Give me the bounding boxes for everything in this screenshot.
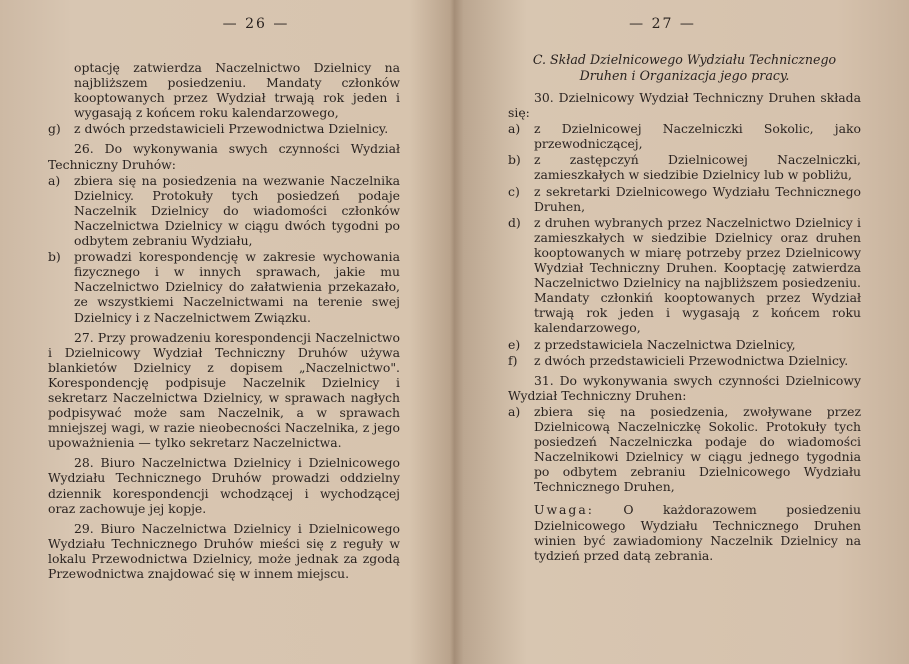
intro-text: optację zatwierdza Naczelnictwo Dzielnicy na najbliższem posiedzeniu. Mandaty członków kooptowanych przez Wydział trwają rok jeden i wygasają z końcem roku kalendarzowego, bbox=[74, 60, 400, 121]
paragraph-26: 26. Do wykonywania swych czynności Wydział Techniczny Druhów: bbox=[48, 141, 400, 172]
item-text: z przedstawiciela Naczelnictwa Dzielnicy, bbox=[534, 336, 796, 352]
paragraph-29: 29. Biuro Naczelnictwa Dzielnicy i Dzielnicowego Wydziału Technicznego Druhów mieści się z reguły w lokalu Przewodnictwa Dzielnicy, może jednak za zgodą Przewodnictwa znajdować się w innem miejscu. bbox=[48, 520, 400, 581]
item-marker: e) bbox=[508, 336, 521, 352]
page-number-right: — 27 — bbox=[629, 16, 696, 32]
item-text: z dwóch przedstawicieli Przewodnictwa Dzielnicy. bbox=[534, 352, 849, 368]
item-text: zbiera się na posiedzenia, zwoływane przez Dzielnicową Naczelniczkę Sokolic. Protokuły tych posiedzeń Naczelniczka podaje do wiadomości Naczelnikowi Dzielnicy w ciągu jednego tygodnia po odbytem zebraniu Dzielnicowego Wydziału Technicznego Druhen, bbox=[534, 403, 861, 495]
item-text: z sekretarki Dzielnicowego Wydziału Technicznego Druhen, bbox=[534, 183, 861, 214]
section-heading: C. Skład Dzielnicowego Wydziału Technicznego Druhen i Organizacja jego pracy. bbox=[532, 52, 837, 83]
item-text: z Dzielnicowej Naczelniczki Sokolic, jako przewodniczącej, bbox=[534, 121, 861, 152]
left-page-body bbox=[0, 60, 452, 581]
list-item-a bbox=[48, 173, 400, 248]
item-text: zbiera się na posiedzenia na wezwanie Naczelnika Dzielnicy. Protokuły tych posiedzeń podaje Naczelnik Dzielnicy do wiadomości członków Naczelnictwa Dzielnicy w ciągu dwóch tygodni po odbytem zebraniu Wydziału, bbox=[74, 172, 400, 249]
item-text: prowadzi korespondencję w zakresie wychowania fizycznego i w innych sprawach, jakie mu Naczelnictwo Dzielnicy do załatwienia przekazało, ze wszystkiemi Naczelnictwami na terenie swej Dzielnicy i z Naczelnictwem Związku. bbox=[74, 249, 400, 325]
item-marker: a) bbox=[508, 403, 521, 419]
right-page bbox=[456, 0, 909, 664]
list-item-b bbox=[48, 249, 400, 324]
list-item bbox=[508, 184, 861, 214]
paragraph-28: 28. Biuro Naczelnictwa Dzielnicy i Dzielnicowego Wydziału Technicznego Druhów prowadzi oddzielny dziennik korespondencji wchodzącej i wychodzącej oraz zachowuje jej kopje. bbox=[48, 455, 400, 516]
left-page bbox=[0, 0, 452, 664]
paragraph-31: 31. Do wykonywania swych czynności Dzielnicowy Wydział Techniczny Druhen: bbox=[508, 372, 861, 403]
list-item bbox=[508, 337, 861, 352]
note-label: Uwaga: bbox=[534, 502, 594, 518]
item-marker: d) bbox=[508, 214, 521, 230]
item-marker: b) bbox=[48, 249, 61, 265]
page-number-left: — 26 — bbox=[222, 16, 290, 32]
item-text: z zastępczyń Dzielnicowej Naczelniczki, zamieszkałych w siedzibie Dzielnicy lub w pobliżu, bbox=[534, 152, 861, 183]
right-page-body bbox=[456, 52, 909, 563]
item-marker: b) bbox=[508, 152, 521, 168]
list-item-g bbox=[48, 121, 400, 136]
paragraph-27: 27. Przy prowadzeniu korespondencji Naczelnictwo i Dzielnicowy Wydział Techniczny Druhów używa blankietów Dzielnicy z dopisem „Naczelnictwo". Korespondencję podpisuje Naczelnik Dzielnicy i sekretarz Naczelnictwa Dzielnicy, w sprawach nagłych podpisywać może sam Naczelnik, a w sprawach mniejszej wagi, w razie nieobecności Naczelnika, z jego upoważnienia — tylko sekretarz Naczelnictwa. bbox=[48, 329, 400, 451]
list-item bbox=[508, 353, 861, 368]
list-item bbox=[508, 121, 861, 151]
note bbox=[508, 502, 861, 562]
item-marker: f) bbox=[508, 352, 518, 368]
list-item-31a bbox=[508, 404, 861, 495]
list-item bbox=[508, 152, 861, 182]
list-item bbox=[508, 215, 861, 336]
item-marker: c) bbox=[508, 183, 520, 199]
item-text: z dwóch przedstawicieli Przewodnictwa Dzielnicy. bbox=[74, 121, 389, 137]
item-marker: a) bbox=[48, 172, 61, 188]
list-30 bbox=[508, 121, 861, 368]
item-text: z druhen wybranych przez Naczelnictwo Dzielnicy i zamieszkałych w siedzibie Dzielnicy oraz druhen kooptowanych w miarę potrzeby przez Dzielnicowy Wydział Techniczny Druhen. Kooptację zatwierdza Naczelnictwo Dzielnicy na najbliższem posiedzeniu. Mandaty członkiń kooptowanych przez Wydział trwają rok jeden i wygasają z końcem roku kalendarzowego, bbox=[534, 214, 861, 336]
item-marker: a) bbox=[508, 121, 521, 137]
paragraph-30: 30. Dzielnicowy Wydział Techniczny Druhen składa się: bbox=[508, 90, 861, 121]
item-marker: g) bbox=[48, 121, 61, 137]
note-text: O każdorazowem posiedzeniu Dzielnicowego Wydziału Technicznego Druhen winien być zawiadomiony Naczelnik Dzielnicy na tydzień przed datą zebrania. bbox=[534, 502, 861, 563]
